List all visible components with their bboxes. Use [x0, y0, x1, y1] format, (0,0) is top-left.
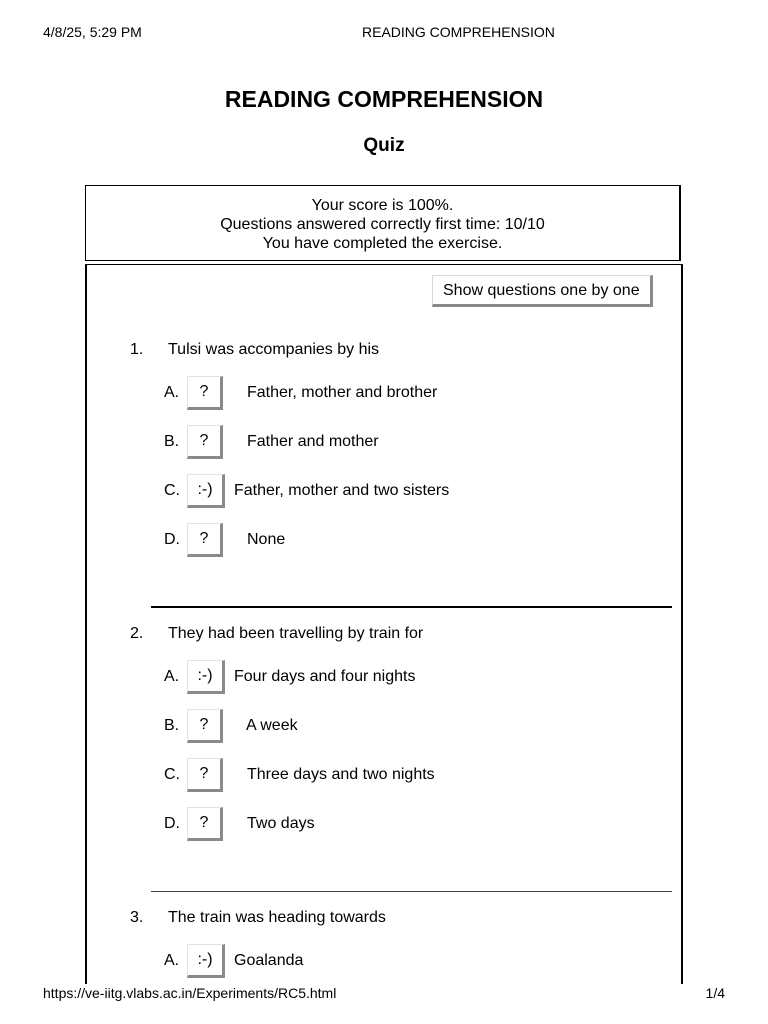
question-text: Tulsi was accompanies by his	[168, 341, 380, 358]
print-header-title: READING COMPREHENSION	[362, 24, 555, 40]
option-1c	[0, 474, 768, 508]
option-text: Father, mother and brother	[247, 384, 438, 401]
option-letter: B.	[164, 433, 180, 450]
option-letter: A.	[164, 952, 180, 969]
option-text: Two days	[247, 815, 315, 832]
option-text: None	[247, 531, 286, 548]
show-one-by-one-button[interactable]: Show questions one by one	[432, 275, 653, 307]
page-url: https://ve-iitg.vlabs.ac.in/Experiments/RC5.html	[43, 985, 337, 1001]
option-letter: B.	[164, 717, 180, 734]
option-letter: C.	[164, 482, 180, 499]
page-subtitle: Quiz	[363, 135, 405, 156]
option-1b	[0, 425, 768, 459]
answer-button[interactable]: ?	[187, 709, 223, 743]
quiz-box	[85, 264, 683, 984]
question-text: The train was heading towards	[168, 909, 386, 926]
completed-line: You have completed the exercise.	[262, 235, 503, 252]
option-text: Three days and two nights	[247, 766, 435, 783]
option-3a	[0, 944, 768, 978]
option-2d	[0, 807, 768, 841]
question-divider	[151, 606, 672, 608]
option-letter: D.	[164, 531, 180, 548]
correct-answer-button[interactable]: :-)	[187, 474, 225, 508]
print-header	[43, 24, 725, 42]
option-text: Father and mother	[247, 433, 379, 450]
question-number: 2.	[130, 625, 144, 642]
page-number: 1/4	[705, 985, 725, 1001]
option-2c	[0, 758, 768, 792]
option-text: Four days and four nights	[234, 668, 416, 685]
question-number: 1.	[130, 341, 144, 358]
option-2b	[0, 709, 768, 743]
correct-answer-button[interactable]: :-)	[187, 660, 225, 694]
answer-button[interactable]: ?	[187, 807, 223, 841]
answer-button[interactable]: ?	[187, 425, 223, 459]
correct-first-time-line: Questions answered correctly first time: 10/10	[220, 216, 545, 233]
option-2a	[0, 660, 768, 694]
option-text: Goalanda	[234, 952, 304, 969]
question-number: 3.	[130, 909, 144, 926]
answer-button[interactable]: ?	[187, 758, 223, 792]
option-letter: C.	[164, 766, 180, 783]
option-letter: A.	[164, 384, 180, 401]
option-letter: D.	[164, 815, 180, 832]
option-1d	[0, 523, 768, 557]
option-letter: A.	[164, 668, 180, 685]
page-title: READING COMPREHENSION	[224, 86, 544, 112]
answer-button[interactable]: ?	[187, 376, 223, 410]
answer-button[interactable]: ?	[187, 523, 223, 557]
score-line: Your score is 100%.	[311, 197, 454, 214]
question-text: They had been travelling by train for	[168, 625, 424, 642]
correct-answer-button[interactable]: :-)	[187, 944, 225, 978]
question-divider	[151, 891, 672, 892]
print-date: 4/8/25, 5:29 PM	[43, 24, 142, 40]
score-box	[85, 185, 681, 261]
option-text: A week	[246, 717, 298, 734]
option-1a	[0, 376, 768, 410]
option-text: Father, mother and two sisters	[234, 482, 450, 499]
